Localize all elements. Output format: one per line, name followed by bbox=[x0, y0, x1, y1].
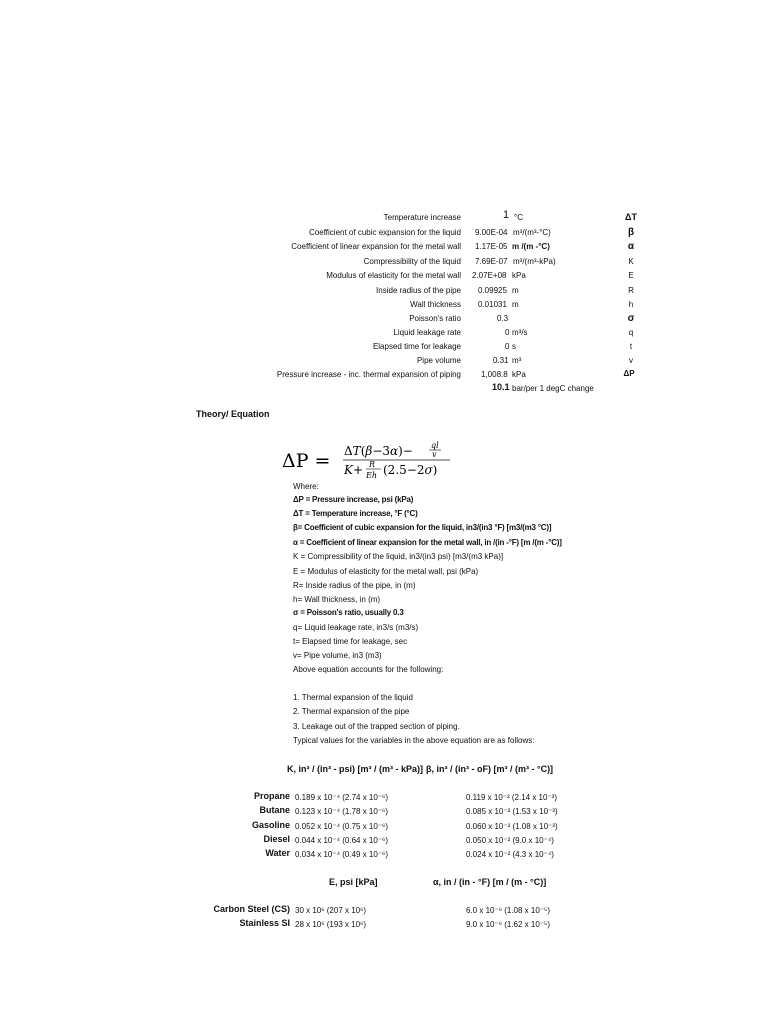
param-value: 9.00E-04 bbox=[475, 228, 508, 237]
param-symbol: ΔT bbox=[625, 212, 637, 222]
where-item: Above equation accounts for the following: bbox=[293, 665, 444, 674]
where-item: E = Modulus of elasticity for the metal wall, psi (kPa) bbox=[293, 567, 479, 576]
param-unit: m³/(m³-°C) bbox=[513, 228, 551, 237]
liquid-name: Gasoline bbox=[251, 820, 290, 830]
param-label: Temperature increase bbox=[383, 213, 461, 222]
param-symbol: σ bbox=[627, 313, 635, 324]
param-unit: kPa bbox=[512, 271, 526, 280]
where-item: t= Elapsed time for leakage, sec bbox=[293, 637, 408, 646]
svg-text:ΔT(β−3α)−: ΔT(β−3α)− bbox=[344, 444, 413, 458]
metal-e: 28 x 10⁶ (193 x 10⁶) bbox=[295, 920, 367, 929]
where-item: ΔT = Temperature increase, °F (°C) bbox=[293, 509, 418, 518]
param-unit: m³/s bbox=[512, 328, 528, 337]
metals-header-e: E, psi [kPa] bbox=[329, 877, 378, 887]
svg-text:Eh: Eh bbox=[366, 471, 377, 480]
where-item: σ = Poisson's ratio, usually 0.3 bbox=[293, 608, 404, 617]
svg-text:ΔP =: ΔP = bbox=[282, 450, 331, 472]
metal-alpha: 6.0 x 10⁻⁶ (1.08 x 10⁻⁵) bbox=[466, 906, 550, 915]
svg-text:K+: K+ bbox=[344, 463, 364, 477]
param-value: 0.3 bbox=[497, 314, 509, 323]
liquid-k: 0.044 x 10⁻⁴ (0.64 x 10⁻⁶) bbox=[295, 836, 389, 845]
where-item: β= Coefficient of cubic expansion for the liquid, in3/(in3 °F) [m3/(m3 °C)] bbox=[293, 523, 552, 532]
param-symbol: q bbox=[628, 328, 634, 337]
param-label: Pipe volume bbox=[416, 356, 461, 365]
param-value: 1 bbox=[503, 209, 510, 221]
param-label: Liquid leakage rate bbox=[393, 328, 461, 337]
result-value: 10.1 bbox=[492, 382, 510, 392]
param-label: Compressibility of the liquid bbox=[363, 257, 461, 266]
param-unit: °C bbox=[514, 213, 523, 222]
param-unit: m /(m -°C) bbox=[512, 242, 550, 251]
accounts-item: 2. Thermal expansion of the pipe bbox=[293, 707, 410, 716]
liquid-name: Diesel bbox=[263, 834, 290, 844]
liquid-beta: 0.119 x 10⁻² (2.14 x 10⁻³) bbox=[466, 793, 558, 802]
metals-header-alpha: α, in / (in - °F) [m / (m - °C)] bbox=[433, 877, 547, 887]
liquid-k: 0.052 x 10⁻⁴ (0.75 x 10⁻⁶) bbox=[295, 822, 389, 831]
result-unit: bar/per 1 degC change bbox=[512, 384, 594, 393]
param-symbol: v bbox=[629, 356, 633, 365]
param-label: Coefficient of cubic expansion for the liquid bbox=[309, 228, 461, 237]
liquid-beta: 0.060 x 10⁻² (1.08 x 10⁻³) bbox=[466, 822, 558, 831]
param-label: Coefficient of linear expansion for the metal wall bbox=[291, 242, 461, 251]
liquids-header-k: K, in³ / (in³ - psi) [m³ / (m³ - kPa)] bbox=[287, 764, 423, 774]
metal-name: Carbon Steel (CS) bbox=[213, 904, 290, 914]
where-item: α = Coefficient of linear expansion for the metal wall, in /(in -°F) [m /(m -°C)] bbox=[293, 538, 562, 547]
param-symbol: h bbox=[628, 300, 634, 309]
liquid-name: Propane bbox=[253, 791, 290, 801]
where-item: ΔP = Pressure increase, psi (kPa) bbox=[293, 495, 414, 504]
metal-e: 30 x 10⁶ (207 x 10⁶) bbox=[295, 906, 367, 915]
param-value: 0.31 bbox=[493, 356, 509, 365]
param-symbol: β bbox=[627, 227, 635, 238]
param-label: Wall thickness bbox=[410, 300, 461, 309]
where-item: R= Inside radius of the pipe, in (m) bbox=[293, 581, 416, 590]
liquid-name: Water bbox=[265, 848, 290, 858]
param-value: 0 bbox=[505, 342, 510, 351]
metal-name: Stainless SI bbox=[239, 918, 290, 928]
param-value: 1.17E-05 bbox=[475, 242, 508, 251]
liquid-beta: 0.024 x 10⁻² (4.3 x 10⁻⁴) bbox=[466, 850, 554, 859]
param-unit: m³ bbox=[512, 356, 522, 365]
param-unit: m bbox=[512, 286, 519, 295]
param-value: 1,008.8 bbox=[481, 370, 508, 379]
svg-text:ql: ql bbox=[431, 441, 439, 450]
param-symbol: R bbox=[628, 286, 634, 295]
svg-text:R: R bbox=[369, 460, 376, 469]
param-label: Pressure increase - inc. thermal expansion of piping bbox=[276, 370, 461, 379]
param-label: Elapsed time for leakage bbox=[372, 342, 461, 351]
param-label: Inside radius of the pipe bbox=[376, 286, 461, 295]
svg-text:v: v bbox=[432, 450, 437, 459]
liquid-k: 0.189 x 10⁻⁴ (2.74 x 10⁻⁶) bbox=[295, 793, 389, 802]
param-unit: m bbox=[512, 300, 519, 309]
param-value: 0.01031 bbox=[478, 300, 507, 309]
param-unit: m³/(m³-kPa) bbox=[513, 257, 556, 266]
param-label: Modulus of elasticity for the metal wall bbox=[326, 271, 461, 280]
param-unit: kPa bbox=[512, 370, 526, 379]
param-label: Poisson's ratio bbox=[409, 314, 461, 323]
liquid-k: 0.123 x 10⁻⁴ (1.78 x 10⁻⁶) bbox=[295, 807, 389, 816]
accounts-item: 3. Leakage out of the trapped section of piping. bbox=[293, 722, 460, 731]
liquid-k: 0.034 x 10⁻⁴ (0.49 x 10⁻⁶) bbox=[295, 850, 389, 859]
param-symbol: K bbox=[628, 257, 634, 266]
liquids-header-beta: β, in³ / (in³ - oF) [m³ / (m³ - °C)] bbox=[426, 764, 554, 774]
where-label: Where: bbox=[293, 482, 319, 491]
param-value: 7.69E-07 bbox=[475, 257, 508, 266]
param-value: 0 bbox=[505, 328, 510, 337]
param-unit: s bbox=[512, 342, 516, 351]
liquid-beta: 0.085 x 10⁻² (1.53 x 10⁻³) bbox=[466, 807, 558, 816]
param-symbol: E bbox=[628, 271, 634, 280]
param-value: 2.07E+08 bbox=[472, 271, 507, 280]
where-item: v= Pipe volume, in3 (m3) bbox=[293, 651, 382, 660]
liquid-name: Butane bbox=[259, 805, 290, 815]
svg-text:(2.5−2σ): (2.5−2σ) bbox=[383, 463, 438, 477]
where-item: h= Wall thickness, in (m) bbox=[293, 595, 381, 604]
equation-graphic bbox=[282, 438, 472, 482]
accounts-item: Typical values for the variables in the above equation are as follows: bbox=[293, 736, 535, 745]
where-item: K = Compressibility of the liquid, in3/(in3 psi) [m3/(m3 kPa)] bbox=[293, 552, 504, 561]
accounts-item: 1. Thermal expansion of the liquid bbox=[293, 693, 413, 702]
param-value: 0.09925 bbox=[478, 286, 507, 295]
metal-alpha: 9.0 x 10⁻⁶ (1.62 x 10⁻⁵) bbox=[466, 920, 550, 929]
where-item: q= Liquid leakage rate, in3/s (m3/s) bbox=[293, 623, 419, 632]
param-symbol: α bbox=[627, 241, 635, 252]
pressure-equation bbox=[282, 438, 472, 482]
liquid-beta: 0.050 x 10⁻² (9.0 x 10⁻⁴) bbox=[466, 836, 554, 845]
param-symbol: ΔP bbox=[623, 369, 635, 378]
theory-heading: Theory/ Equation bbox=[196, 409, 270, 419]
param-symbol: t bbox=[629, 342, 633, 351]
